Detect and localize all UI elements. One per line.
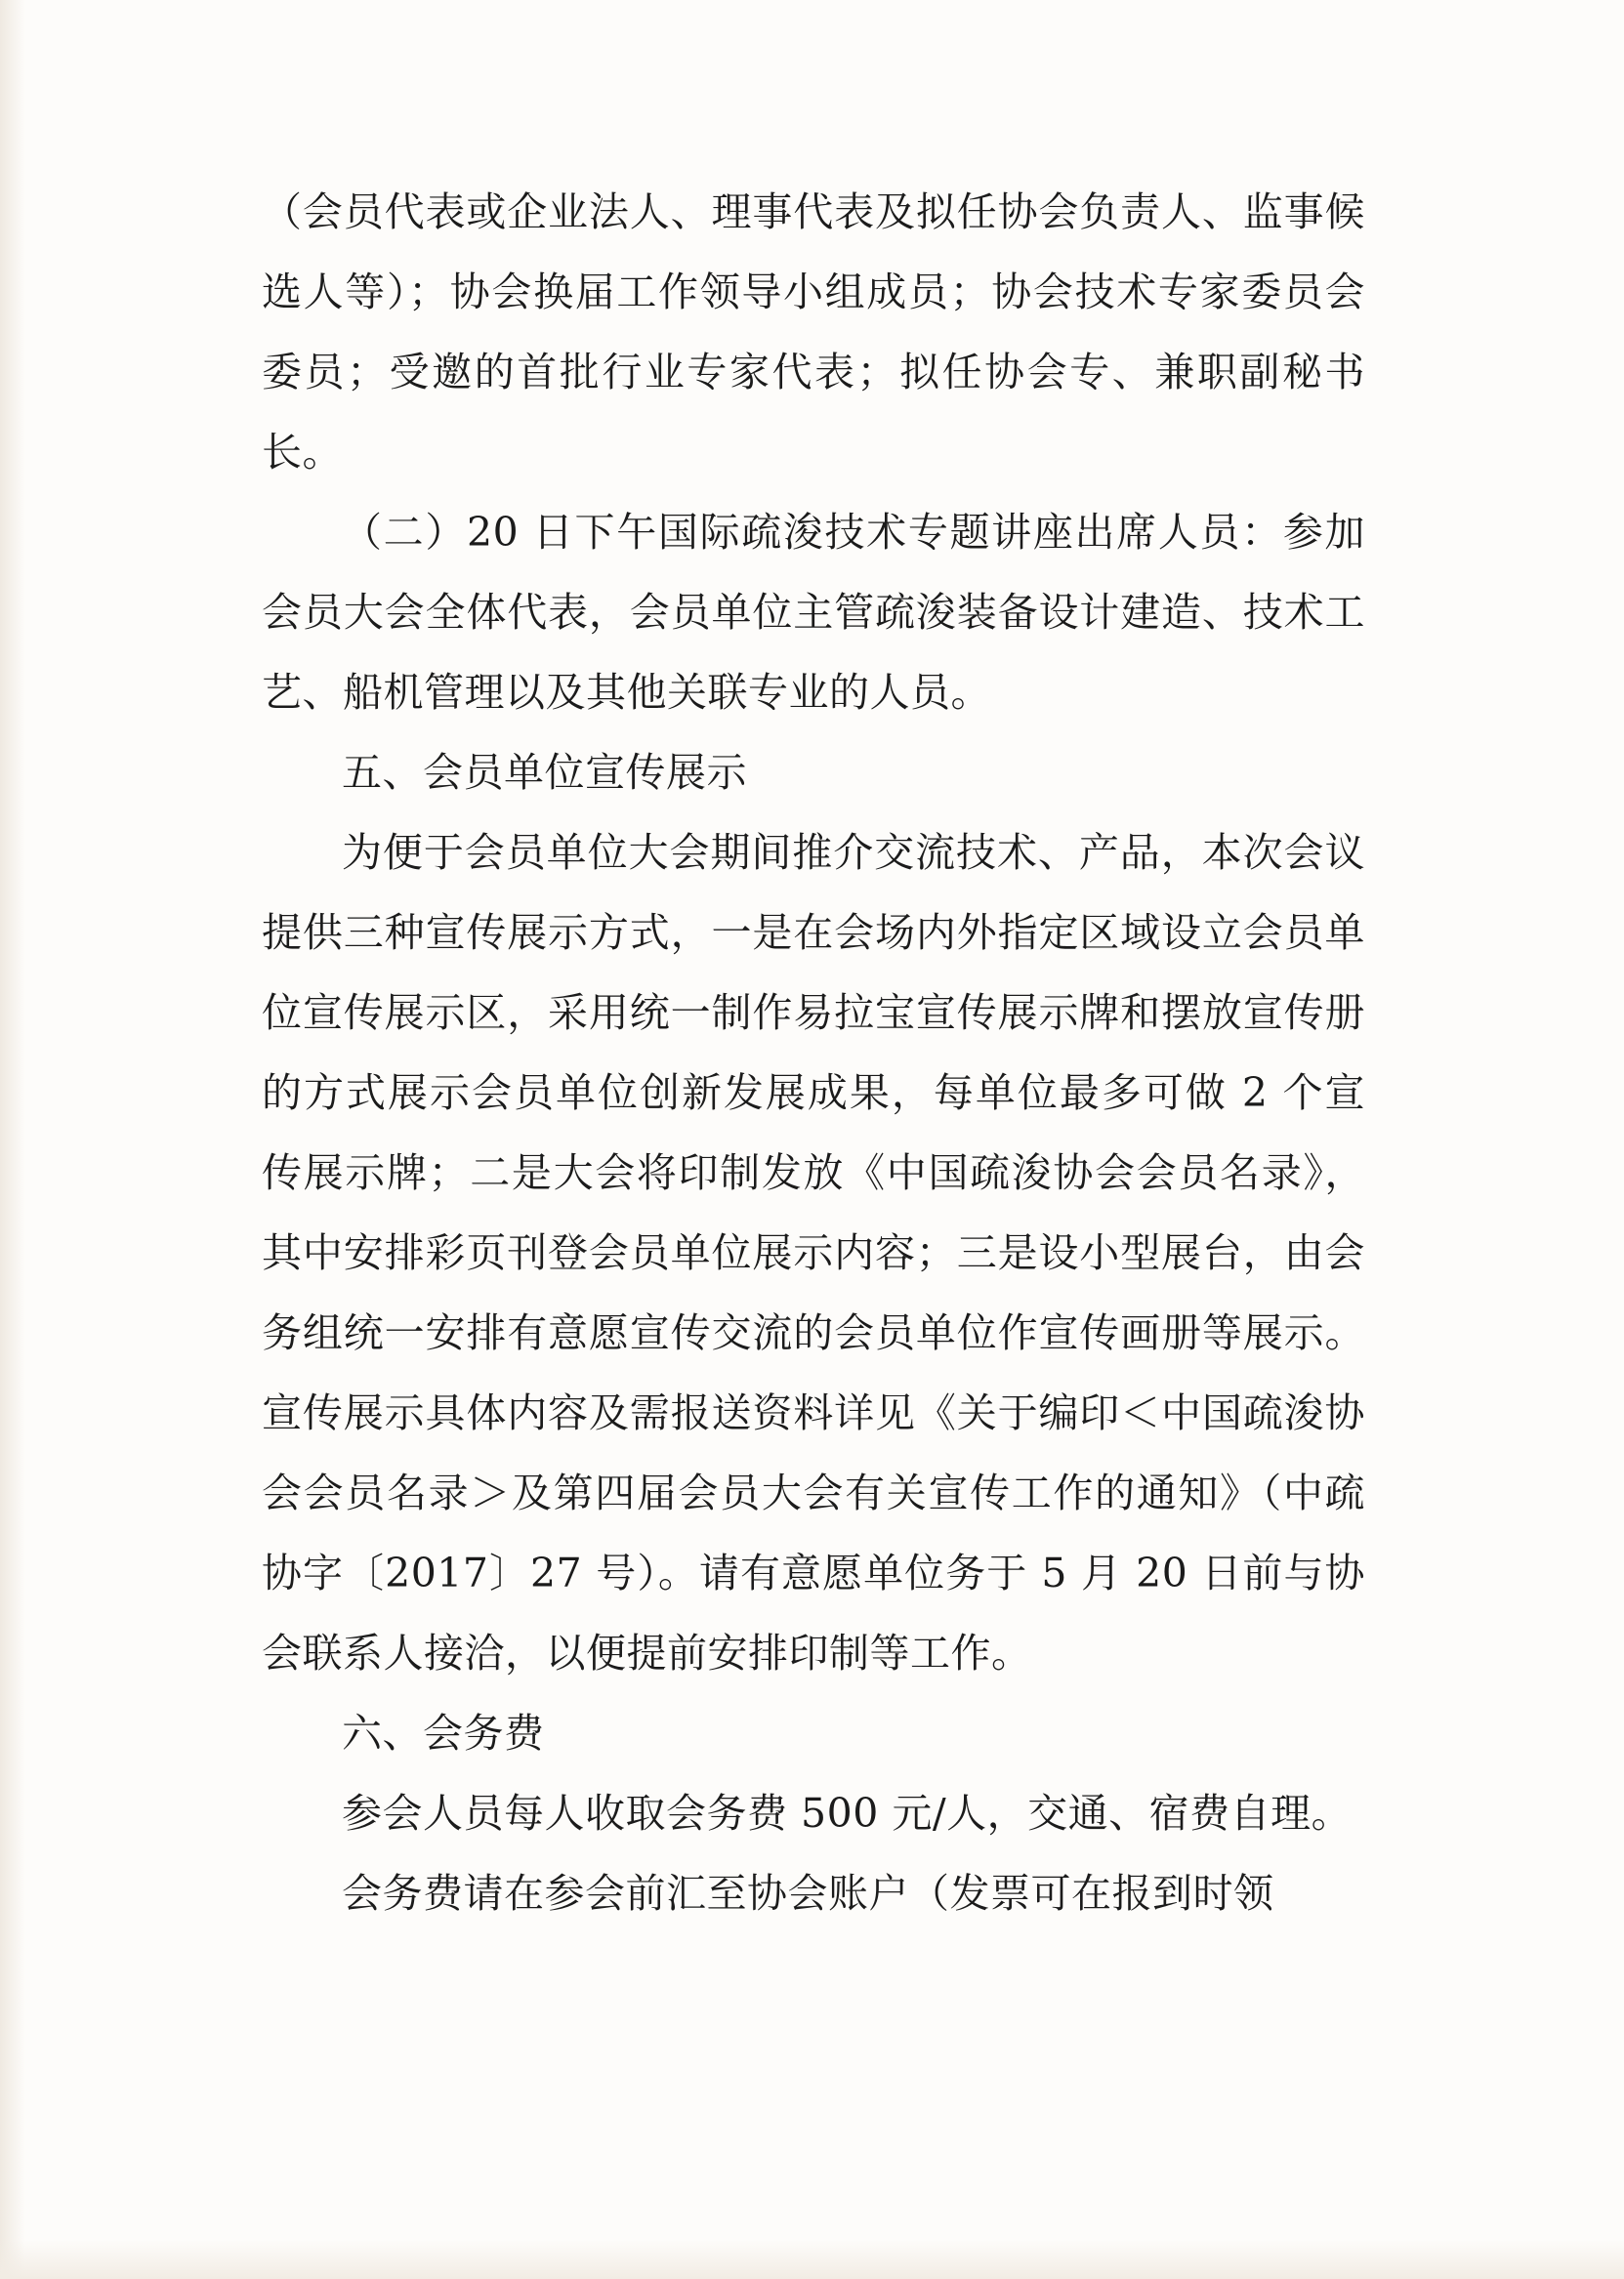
paragraph-fee-amount: 参会人员每人收取会务费 500 元/人，交通、宿费自理。 [342,1790,1353,1837]
page-edge-shadow-bottom [0,2240,1624,2279]
heading-section-six: 六、会务费 [342,1710,545,1757]
paragraph-item-two: （二）20 日下午国际疏浚技术专题讲座出席人员：参加会员大会全体代表，会员单位主管疏浚装备设计建造、技术工艺、船机管理以及其他关联专业的人员。 [262,509,1365,716]
heading-section-five: 五、会员单位宣传展示 [342,749,747,796]
document-body [262,172,1365,1933]
paragraph-promotion-detail: 为便于会员单位大会期间推介交流技术、产品，本次会议提供三种宣传展示方式，一是在会场内外指定区域设立会员单位宣传展示区，采用统一制作易拉宝宣传展示牌和摆放宣传册的方式展示会员单位创新发展成果，每单位最多可做 2 个宣传展示牌；二是大会将印制发放《中国疏浚协会会员名录》，其中安排彩页刊登会员单位展示内容；三是设小型展台，由会务组统一安排有意愿宣传交流的会员单位作宣传画册等展示。宣传展示具体内容及需报送资料详见《关于编印＜中国疏浚协会会员名录＞及第四届会员大会有关宣传工作的通知》（中疏协字〔2017〕27 号）。请有意愿单位务于 5 月 20 日前与协会联系人接洽，以便提前安排印制等工作。 [262,829,1365,1677]
paragraph-attendees-continued: （会员代表或企业法人、理事代表及拟任协会负责人、监事候选人等）；协会换届工作领导小组成员；协会技术专家委员会委员；受邀的首批行业专家代表；拟任协会专、兼职副秘书长。 [262,188,1365,476]
page-edge-shadow-left [0,0,25,2279]
paragraph-fee-payment: 会务费请在参会前汇至协会账户（发票可在报到时领 [342,1870,1274,1917]
